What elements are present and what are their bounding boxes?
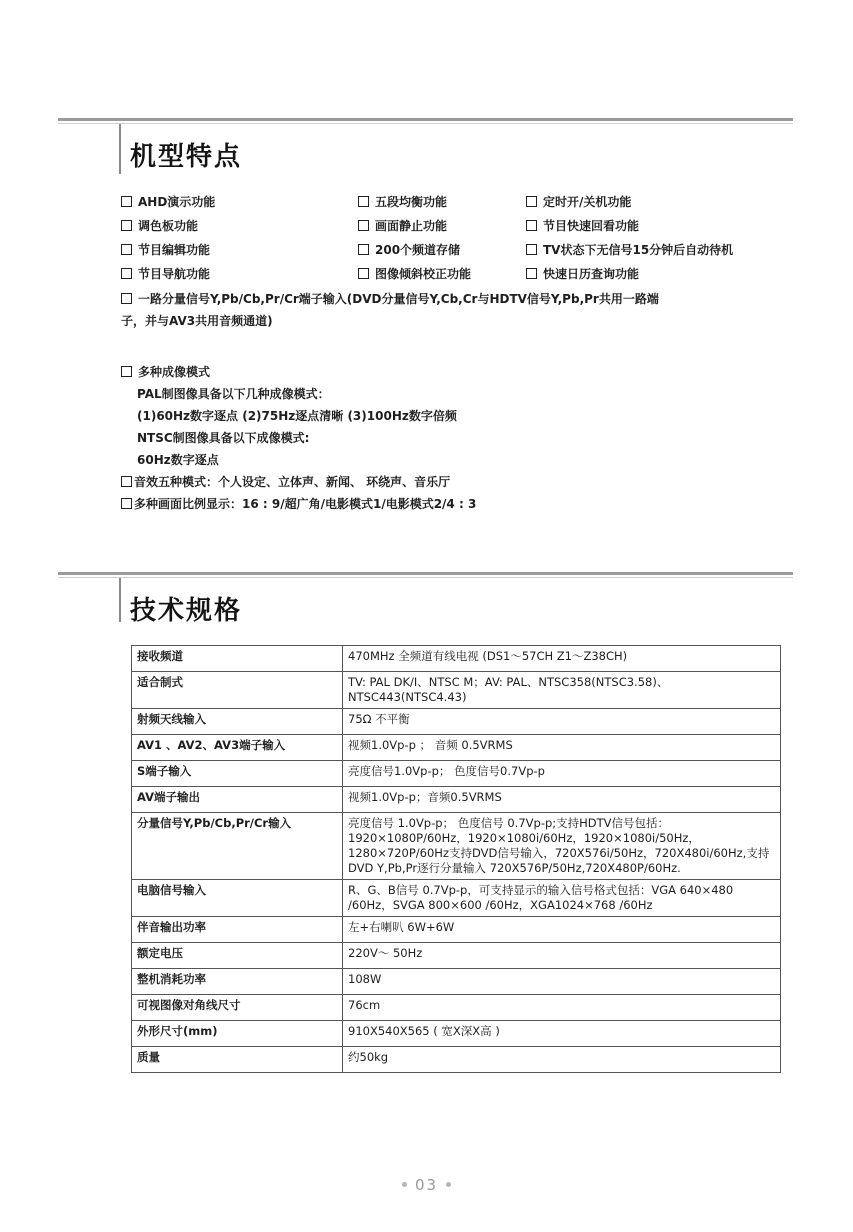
table-row <box>132 646 781 672</box>
checkbox-icon <box>358 244 369 255</box>
checkbox-icon <box>526 196 537 207</box>
checkbox-icon <box>526 244 537 255</box>
page-number-text: 03 <box>414 1176 439 1194</box>
spec-value: 220V～ 50Hz <box>343 943 781 969</box>
table-row <box>132 735 781 761</box>
checkbox-icon <box>121 220 132 231</box>
section-title-specs: 技术规格 <box>130 596 243 626</box>
spec-label: S端子输入 <box>132 761 343 787</box>
feature-item: 五段均衡功能 <box>358 193 447 211</box>
table-row <box>132 943 781 969</box>
spec-label: 整机消耗功率 <box>132 969 343 995</box>
spec-value: 左+右喇叭 6W+6W <box>343 917 781 943</box>
spec-label: 外形尺寸(mm) <box>132 1021 343 1047</box>
spec-label: AV1 、AV2、AV3端子输入 <box>132 735 343 761</box>
feature-item: AHD演示功能 <box>121 193 215 211</box>
table-row <box>132 1021 781 1047</box>
spec-label: 额定电压 <box>132 943 343 969</box>
section-title-bar <box>119 578 121 622</box>
spec-label: 适合制式 <box>132 672 343 709</box>
bullet-icon <box>402 1182 407 1187</box>
section-rule-specs <box>58 572 793 575</box>
feature-item: 调色板功能 <box>121 217 198 235</box>
ntsc-modes: 60Hz数字逐点 <box>137 453 219 467</box>
table-row <box>132 969 781 995</box>
bullet-icon <box>446 1182 451 1187</box>
feature-item: 节目快速回看功能 <box>526 217 639 235</box>
section-title-bar <box>119 124 121 174</box>
checkbox-icon <box>121 244 132 255</box>
spec-value: 470MHz 全频道有线电视 (DS1～57CH Z1～Z38CH) <box>343 646 781 672</box>
imaging-modes <box>121 361 801 515</box>
spec-label: 射频天线输入 <box>132 709 343 735</box>
checkbox-icon <box>121 498 132 509</box>
page-number <box>0 1176 853 1194</box>
spec-value: TV: PAL DK/I、NTSC M；AV: PAL、NTSC358(NTSC3.58)、NTSC443(NTSC4.43) <box>343 672 781 709</box>
spec-table <box>131 645 781 1073</box>
spec-value: 910X540X565 ( 宽X深X高 ) <box>343 1021 781 1047</box>
imaging-heading: 多种成像模式 <box>138 365 211 379</box>
feature-item: 200个频道存储 <box>358 241 460 259</box>
spec-label: 接收频道 <box>132 646 343 672</box>
checkbox-icon <box>121 196 132 207</box>
spec-value: 约50kg <box>343 1047 781 1073</box>
spec-value: 视频1.0Vp-p；音频0.5VRMS <box>343 787 781 813</box>
table-row <box>132 1047 781 1073</box>
table-row <box>132 709 781 735</box>
spec-label: 可视图像对角线尺寸 <box>132 995 343 1021</box>
checkbox-icon <box>358 220 369 231</box>
checkbox-icon <box>121 366 132 377</box>
spec-label: 质量 <box>132 1047 343 1073</box>
feature-item: 节目导航功能 <box>121 265 210 283</box>
checkbox-icon <box>121 476 132 487</box>
table-row <box>132 787 781 813</box>
ntsc-intro: NTSC制图像具备以下成像模式: <box>137 431 310 445</box>
table-row <box>132 813 781 880</box>
feature-item: 节目编辑功能 <box>121 241 210 259</box>
checkbox-icon <box>121 293 132 304</box>
feature-item: 图像倾斜校正功能 <box>358 265 471 283</box>
section-title-features: 机型特点 <box>130 142 243 172</box>
spec-label: 伴音输出功率 <box>132 917 343 943</box>
table-row <box>132 761 781 787</box>
checkbox-icon <box>358 196 369 207</box>
feature-item: 快速日历查询功能 <box>526 265 639 283</box>
spec-value: R、G、B信号 0.7Vp-p，可支持显示的输入信号格式包括：VGA 640×480 /60Hz，SVGA 800×600 /60Hz，XGA1024×768 /60Hz <box>343 880 781 917</box>
spec-value: 亮度信号 1.0Vp-p； 色度信号 0.7Vp-p;支持HDTV信号包括：1920×1080P/60Hz，1920×1080i/60Hz，1920×1080i/50Hz，1280×720P/60Hz支持DVD信号输入，720X576i/50Hz，720X480i/60Hz,支持DVD Y,Pb,Pr逐行分量输入 720X576P/50Hz,720X480P/60Hz. <box>343 813 781 880</box>
spec-value: 108W <box>343 969 781 995</box>
spec-label: AV端子输出 <box>132 787 343 813</box>
checkbox-icon <box>121 268 132 279</box>
checkbox-icon <box>526 268 537 279</box>
checkbox-icon <box>526 220 537 231</box>
checkbox-icon <box>358 268 369 279</box>
table-row <box>132 672 781 709</box>
spec-value: 75Ω 不平衡 <box>343 709 781 735</box>
pal-intro: PAL制图像具备以下几种成像模式： <box>137 387 330 401</box>
table-row <box>132 917 781 943</box>
aspect-modes: 多种画面比例显示：16 : 9/超广角/电影模式1/电影模式2/4 : 3 <box>134 497 477 511</box>
component-line-2: 子，并与AV3共用音频通道) <box>121 314 273 328</box>
feature-item: TV状态下无信号15分钟后自动待机 <box>526 241 733 259</box>
pal-modes: (1)60Hz数字逐点 (2)75Hz逐点清晰 (3)100Hz数字倍频 <box>137 409 457 423</box>
spec-label: 分量信号Y,Pb/Cb,Pr/Cr输入 <box>132 813 343 880</box>
section-rule-top <box>58 118 793 121</box>
spec-value: 76cm <box>343 995 781 1021</box>
component-input-note <box>121 288 801 332</box>
sound-modes: 音效五种模式：个人设定、立体声、新闻、 环绕声、音乐厅 <box>134 475 451 489</box>
spec-value: 亮度信号1.0Vp-p； 色度信号0.7Vp-p <box>343 761 781 787</box>
table-row <box>132 995 781 1021</box>
spec-value: 视频1.0Vp-p ； 音频 0.5VRMS <box>343 735 781 761</box>
component-line-1: 一路分量信号Y,Pb/Cb,Pr/Cr端子输入(DVD分量信号Y,Cb,Cr与HDTV信号Y,Pb,Pr共用一路端 <box>138 292 659 306</box>
table-row <box>132 880 781 917</box>
feature-item: 定时开/关机功能 <box>526 193 631 211</box>
spec-label: 电脑信号输入 <box>132 880 343 917</box>
feature-item: 画面静止功能 <box>358 217 447 235</box>
